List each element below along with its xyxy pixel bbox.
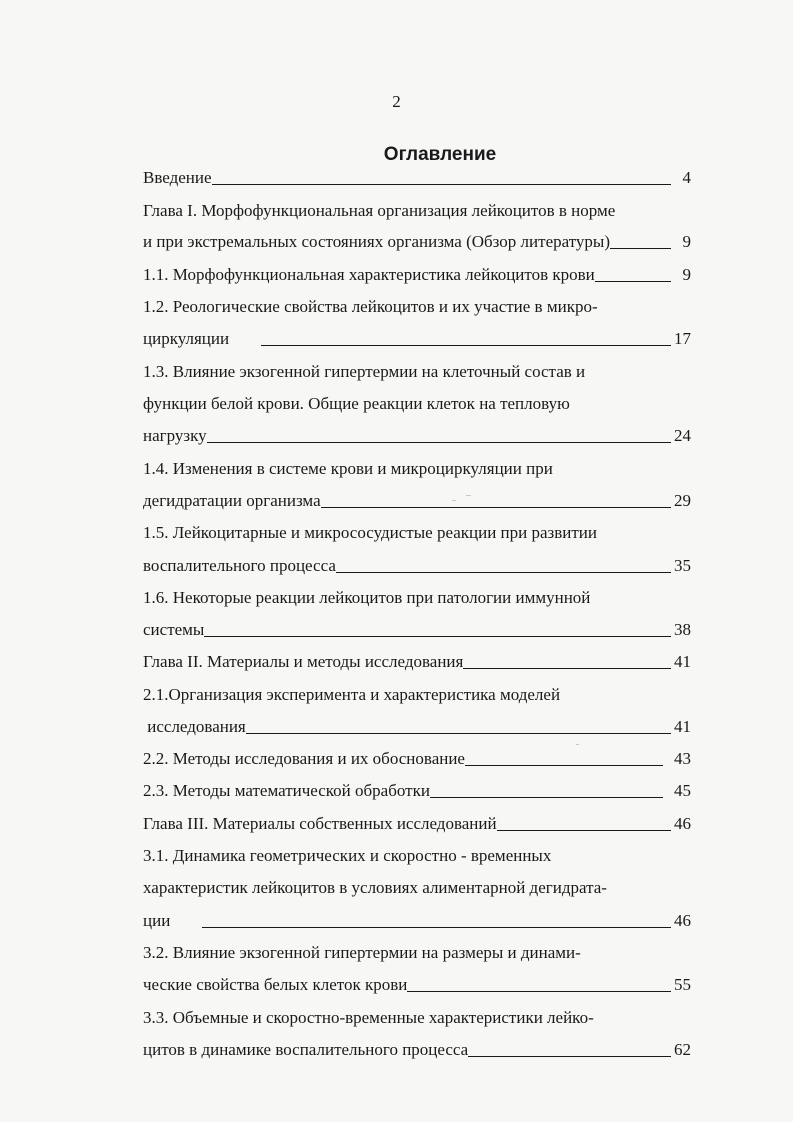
toc-page-number: 41 xyxy=(674,652,691,671)
toc-entry xyxy=(143,812,691,836)
toc-entry-text: ции xyxy=(143,911,171,930)
leader-line xyxy=(430,796,663,798)
leader-line xyxy=(321,506,671,508)
leader-line xyxy=(336,571,671,573)
toc-line xyxy=(143,876,691,900)
leader-line xyxy=(465,764,663,766)
leader-line xyxy=(246,732,671,734)
toc-entry-text: ческие свойства белых клеток крови xyxy=(143,975,408,994)
leader-line xyxy=(207,441,671,443)
toc-entry xyxy=(143,424,691,448)
toc-line xyxy=(143,683,691,707)
toc-page-number: 45 xyxy=(674,781,691,800)
toc-line xyxy=(143,1006,691,1030)
leader-line xyxy=(468,1055,671,1057)
toc-line-text: 1.3. Влияние экзогенной гипертермии на клеточный состав и xyxy=(143,362,586,381)
toc-page-number: 17 xyxy=(674,329,691,348)
toc-page-number: 46 xyxy=(674,911,691,930)
leader-line xyxy=(204,635,671,637)
toc-entry xyxy=(143,230,691,254)
toc-line xyxy=(143,457,691,481)
toc-entry-text: воспалительного процесса xyxy=(143,556,336,575)
toc-entry-text: исследования xyxy=(143,717,246,736)
toc-line-text: 1.6. Некоторые реакции лейкоцитов при патологии иммунной xyxy=(143,588,591,607)
leader-line xyxy=(595,280,671,282)
toc-entry xyxy=(143,327,691,351)
toc-entry xyxy=(143,263,691,287)
toc-entry-text: и при экстремальных состояниях организма (Обзор литературы) xyxy=(143,232,611,251)
toc-line-text: характеристик лейкоцитов в условиях алиментарной дегидрата- xyxy=(143,878,607,897)
toc-line xyxy=(143,392,691,416)
toc-page-number: 38 xyxy=(674,620,691,639)
toc-entry-text: 1.1. Морфофункциональная характеристика лейкоцитов крови xyxy=(143,265,595,284)
scan-speck xyxy=(576,744,579,745)
toc-line-text: 3.1. Динамика геометрических и скоростно - временных xyxy=(143,846,552,865)
toc-entry-text: цитов в динамике воспалительного процесса xyxy=(143,1040,469,1059)
toc-entry-text: циркуляции xyxy=(143,329,230,348)
toc-entry-text: Введение xyxy=(143,168,212,187)
toc-line xyxy=(143,844,691,868)
toc-page-number: 9 xyxy=(682,265,691,284)
toc-page-number: 35 xyxy=(674,556,691,575)
toc-line-text: 1.4. Изменения в системе крови и микроциркуляции при xyxy=(143,459,553,478)
toc-line xyxy=(143,295,691,319)
leader-line xyxy=(407,990,671,992)
toc-entry xyxy=(143,1038,691,1062)
toc-entry xyxy=(143,973,691,997)
toc-page-number: 4 xyxy=(682,168,691,187)
toc-title: Оглавление xyxy=(383,144,497,165)
toc-line xyxy=(143,521,691,545)
leader-line xyxy=(212,183,671,185)
toc-page-number: 9 xyxy=(682,232,691,251)
page-number: 2 xyxy=(392,92,401,111)
toc-line xyxy=(143,360,691,384)
toc-entry-text: дегидратации организма xyxy=(143,491,321,510)
toc-line-text: 3.3. Объемные и скоростно-временные характеристики лейко- xyxy=(143,1008,594,1027)
toc-entry-text: 2.2. Методы исследования и их обоснование xyxy=(143,749,465,768)
scan-speck xyxy=(466,495,471,496)
toc-page-number: 46 xyxy=(674,814,691,833)
leader-line xyxy=(202,926,671,928)
toc-page-number: 24 xyxy=(674,426,691,445)
toc-page-number: 41 xyxy=(674,717,691,736)
toc-line-text: 3.2. Влияние экзогенной гипертермии на размеры и динами- xyxy=(143,943,581,962)
toc-entry xyxy=(143,554,691,578)
toc-entry xyxy=(143,650,691,674)
toc-entry xyxy=(143,489,691,513)
toc-entry-text: 2.3. Методы математической обработки xyxy=(143,781,430,800)
toc-line-text: 1.5. Лейкоцитарные и микрососудистые реакции при развитии xyxy=(143,523,597,542)
leader-line xyxy=(463,667,671,669)
toc-entry-text: Глава III. Материалы собственных исследований xyxy=(143,814,497,833)
toc-line-text: 2.1.Организация эксперимента и характеристика моделей xyxy=(143,685,561,704)
toc-entry xyxy=(143,909,691,933)
toc-page-number: 55 xyxy=(674,975,691,994)
toc-page-number: 43 xyxy=(674,749,691,768)
toc-entry xyxy=(143,715,691,739)
toc-entry-text: системы xyxy=(143,620,205,639)
toc-line-text: Глава I. Морфофункциональная организация лейкоцитов в норме xyxy=(143,201,616,220)
toc-line-text: функции белой крови. Общие реакции клеток на тепловую xyxy=(143,394,570,413)
toc-page-number: 29 xyxy=(674,491,691,510)
toc-entry xyxy=(143,618,691,642)
leader-line xyxy=(261,344,671,346)
toc-entry-text: Глава II. Материалы и методы исследования xyxy=(143,652,464,671)
toc-line-text: 1.2. Реологические свойства лейкоцитов и их участие в микро- xyxy=(143,297,598,316)
toc-entry xyxy=(143,779,691,803)
toc-line xyxy=(143,199,691,223)
toc-page-number: 62 xyxy=(674,1040,691,1059)
toc-line xyxy=(143,586,691,610)
toc-entry xyxy=(143,166,691,190)
toc-line xyxy=(143,941,691,965)
toc-entry-text: нагрузку xyxy=(143,426,207,445)
leader-line xyxy=(610,247,671,249)
toc-entry xyxy=(143,747,691,771)
scan-speck xyxy=(452,500,456,501)
leader-line xyxy=(497,829,671,831)
